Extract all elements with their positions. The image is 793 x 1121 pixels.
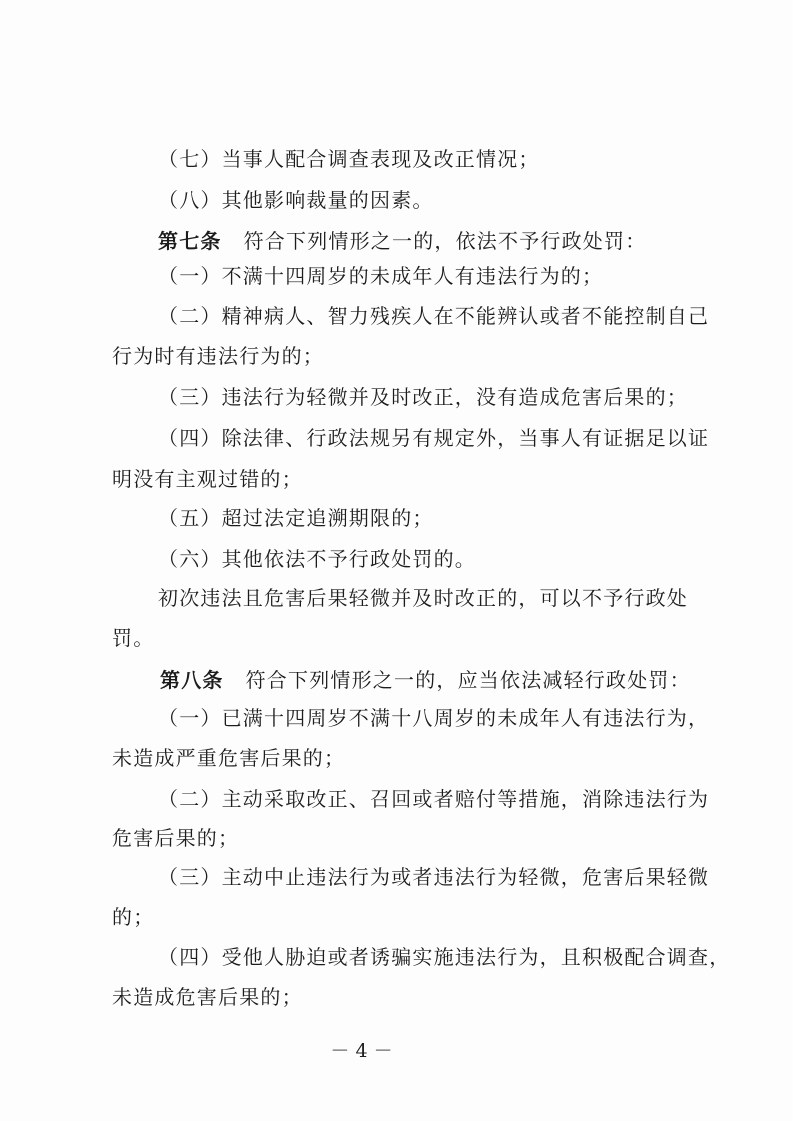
- article-7-line: [0, 221, 793, 261]
- text-line: [0, 459, 793, 499]
- text-line: [0, 738, 793, 778]
- article-7-text: 符合下列情形之一的，依法不予行政处罚：: [243, 229, 647, 253]
- text-line: [0, 698, 793, 738]
- article-8-line: [0, 660, 793, 700]
- text-line: [0, 539, 793, 579]
- text-line: [0, 977, 793, 1017]
- line-text: （一）不满十四周岁的未成年人有违法行为的；: [158, 264, 604, 288]
- line-text: （五）超过法定追溯期限的；: [158, 506, 434, 530]
- line-text: （八）其他影响裁量的因素。: [158, 188, 434, 212]
- text-line: [0, 336, 793, 376]
- text-line: [0, 377, 793, 417]
- text-line: [0, 418, 793, 458]
- text-line: [0, 779, 793, 819]
- line-text: （三）违法行为轻微并及时改正，没有造成危害后果的；: [158, 385, 688, 409]
- text-line: [0, 618, 793, 658]
- text-line: [0, 857, 793, 897]
- text-line: [0, 818, 793, 858]
- line-text: （六）其他依法不予行政处罚的。: [158, 547, 476, 571]
- line-text: （四）除法律、行政法规另有规定外，当事人有证据足以证: [158, 426, 710, 450]
- line-text: （一）已满十四周岁不满十八周岁的未成年人有违法行为，: [158, 706, 710, 730]
- line-text: 危害后果的；: [112, 826, 240, 850]
- line-text: （二）精神病人、智力残疾人在不能辨认或者不能控制自己: [158, 304, 710, 328]
- line-text: 行为时有违法行为的；: [112, 344, 324, 368]
- text-line: [0, 256, 793, 296]
- text-line: [0, 578, 793, 618]
- text-line: [0, 498, 793, 538]
- article-8-text: 符合下列情形之一的，应当依法减轻行政处罚：: [245, 668, 691, 692]
- line-text: （二）主动采取改正、召回或者赔付等措施，消除违法行为: [158, 787, 710, 811]
- text-line: [0, 180, 793, 220]
- line-text: 的；: [112, 905, 155, 929]
- line-text: （三）主动中止违法行为或者违法行为轻微，危害后果轻微: [158, 865, 710, 889]
- article-7-heading: 第七条: [158, 229, 222, 253]
- text-line: [0, 139, 793, 179]
- text-line: [0, 937, 793, 977]
- line-text: 未造成严重危害后果的；: [112, 746, 346, 770]
- page-number: － 4 －: [330, 1040, 393, 1062]
- line-text: 明没有主观过错的；: [112, 467, 303, 491]
- article-8-heading: 第八条: [160, 668, 224, 692]
- line-text: （七）当事人配合调查表现及改正情况；: [158, 147, 540, 171]
- line-text: 未造成危害后果的；: [112, 985, 303, 1009]
- text-line: [0, 897, 793, 937]
- line-text: （四）受他人胁迫或者诱骗实施违法行为，且积极配合调查，: [158, 945, 731, 969]
- line-text: 初次违法且危害后果轻微并及时改正的，可以不予行政处: [158, 586, 688, 610]
- text-line: [0, 296, 793, 336]
- line-text: 罚。: [112, 626, 155, 650]
